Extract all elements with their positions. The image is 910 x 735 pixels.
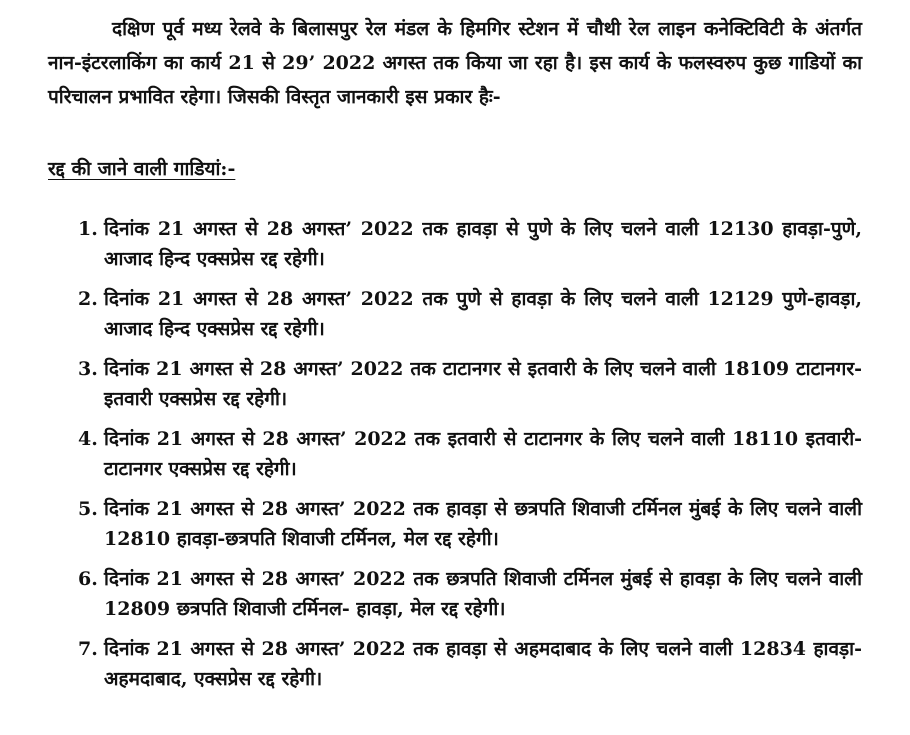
item-text: दिनांक 21 अगस्त से 28 अगस्त’ 2022 तक हावड़ा से अहमदाबाद के लिए चलने वाली 12834 हावड़ा-अहमदाबाद, एक्सप्रेस रद्द रहेगी। bbox=[104, 638, 862, 690]
item-text: दिनांक 21 अगस्त से 28 अगस्त’ 2022 तक हावड़ा से छत्रपति शिवाजी टर्मिनल मुंबई के लिए चलने वाली 12810 हावड़ा-छत्रपति शिवाजी टर्मिनल, मेल रद्द रहेगी। bbox=[104, 498, 862, 550]
list-item bbox=[48, 214, 862, 274]
item-number: 6. bbox=[78, 568, 98, 590]
item-number: 2. bbox=[78, 288, 98, 310]
item-number: 1. bbox=[78, 218, 98, 240]
list-item bbox=[48, 634, 862, 694]
item-number: 5. bbox=[78, 498, 98, 520]
list-item bbox=[48, 284, 862, 344]
item-number: 7. bbox=[78, 638, 98, 660]
item-text: दिनांक 21 अगस्त से 28 अगस्त’ 2022 तक पुणे से हावड़ा के लिए चलने वाली 12129 पुणे-हावड़ा, आजाद हिन्द एक्सप्रेस रद्द रहेगी। bbox=[104, 288, 862, 340]
list-item bbox=[48, 564, 862, 624]
section-heading: रद्द की जाने वाली गाडियां:- bbox=[48, 158, 236, 180]
item-number: 4. bbox=[78, 428, 98, 450]
list-item bbox=[48, 354, 862, 414]
item-text: दिनांक 21 अगस्त से 28 अगस्त’ 2022 तक हावड़ा से पुणे के लिए चलने वाली 12130 हावड़ा-पुणे, आजाद हिन्द एक्सप्रेस रद्द रहेगी। bbox=[104, 218, 862, 270]
cancelled-trains-list bbox=[48, 214, 862, 694]
list-item bbox=[48, 494, 862, 554]
item-text: दिनांक 21 अगस्त से 28 अगस्त’ 2022 तक इतवारी से टाटानगर के लिए चलने वाली 18110 इतवारी- टाटानगर एक्सप्रेस रद्द रहेगी। bbox=[104, 428, 862, 480]
intro-paragraph: दक्षिण पूर्व मध्य रेलवे के बिलासपुर रेल मंडल के हिमगिर स्टेशन में चौथी रेल लाइन कनेक्टिविटी के अंतर्गत नान-इंटरलाकिंग का कार्य 21 से 29’ 2022 अगस्त तक किया जा रहा है। इस कार्य के फलस्वरुप कुछ गाडियों का परिचालन प्रभावित रहेगा। जिसकी विस्तृत जानकारी इस प्रकार हैः- bbox=[48, 18, 862, 108]
item-text: दिनांक 21 अगस्त से 28 अगस्त’ 2022 तक छत्रपति शिवाजी टर्मिनल मुंबई से हावड़ा के लिए चलने वाली 12809 छत्रपति शिवाजी टर्मिनल- हावड़ा, मेल रद्द रहेगी। bbox=[104, 568, 862, 620]
list-item bbox=[48, 424, 862, 484]
item-number: 3. bbox=[78, 358, 98, 380]
item-text: दिनांक 21 अगस्त से 28 अगस्त’ 2022 तक टाटानगर से इतवारी के लिए चलने वाली 18109 टाटानगर-इतवारी एक्सप्रेस रद्द रहेगी। bbox=[104, 358, 862, 410]
